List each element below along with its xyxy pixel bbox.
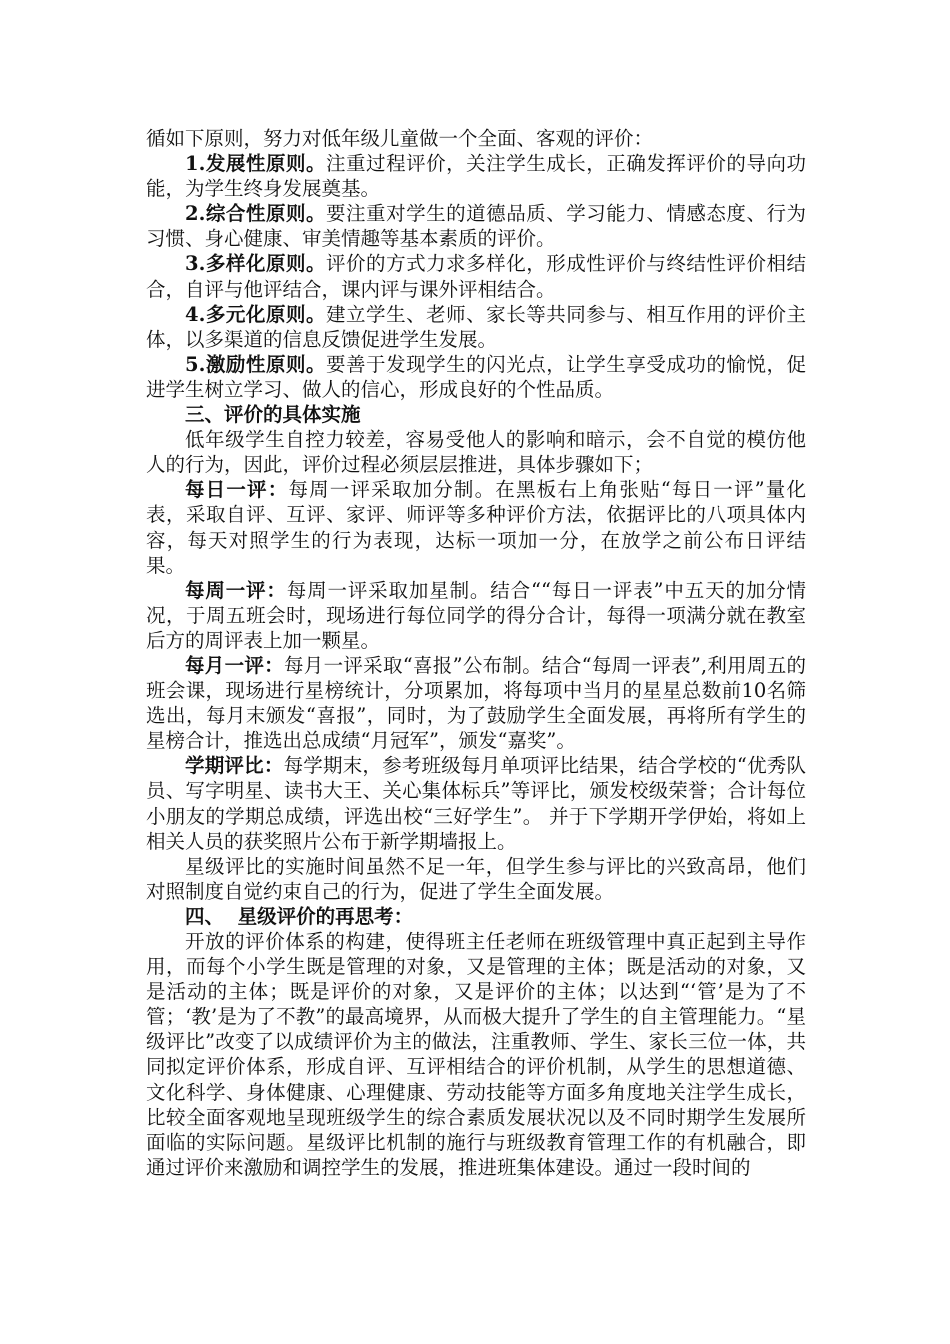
- principle-lead: 3.多样化原则。: [185, 252, 327, 276]
- step-lead: 学期评比：: [185, 754, 284, 778]
- section-heading-reflection: 四、 星级评价的再思考：: [185, 904, 414, 928]
- paragraph-intro: 循如下原则，努力对低年级儿童做一个全面、客观的评价：: [146, 127, 654, 150]
- section-heading-implementation: 三、评价的具体实施: [185, 403, 361, 427]
- paragraph-implementation-summary: 星级评比的实施时间虽然不足一年，但学生参与评比的兴致高昂，他们对照制度自觉约束自己的行为，促进了学生全面发展。: [146, 854, 806, 903]
- principle-lead: 4.多元化原则。: [185, 302, 327, 326]
- paragraph-weekly-review: 每周一评：每周一评采取加星制。结合““每日一评表”中五天的加分情况，于周五班会时，现场进行每位同学的得分合计，每得一项满分就在教室后方的周评表上加一颗星。: [146, 578, 806, 652]
- principle-lead: 5.激励性原则。: [185, 352, 327, 376]
- principle-diversified: 3.多样化原则。评价的方式力求多样化，形成性评价与终结性评价相结合，自评与他评结合，课内评与课外评相结合。: [146, 252, 806, 301]
- step-lead: 每月一评：: [185, 653, 284, 677]
- paragraph-monthly-review: 每月一评：每月一评采取“喜报”公布制。结合“每周一评表”,利用周五的班会课，现场进行星榜统计，分项累加，将每项中当月的星星总数前10名筛选出，每月末颁发“喜报”，同时，为了鼓励学生全面发展，再将所有学生的星榜合计，推选出总成绩“月冠军”，颁发“嘉奖”。: [146, 653, 806, 753]
- paragraph-daily-review: 每日一评：每周一评采取加分制。在黑板右上角张贴“每日一评”量化表，采取自评、互评、家评、师评等多种评价方法，依据评比的八项具体内容，每天对照学生的行为表现，达标一项加一分，在放学之前公布日评结果。: [146, 478, 806, 577]
- principle-lead: 1.发展性原则。: [185, 152, 327, 176]
- document-page: [146, 126, 806, 1180]
- paragraph-semester-review: 学期评比：每学期末，参考班级每月单项评比结果，结合学校的“优秀队员、写字明星、读书大王、关心集体标兵”等评比，颁发校级荣誉；合计每位小朋友的学期总成绩，评选出校“三好学生”。 并于下学期开学伊始，将如上相关人员的获奖照片公布于新学期墙报上。: [146, 754, 806, 853]
- step-lead: 每日一评：: [185, 478, 289, 502]
- principle-incentive: 5.激励性原则。要善于发现学生的闪光点，让学生享受成功的愉悦，促进学生树立学习、做人的信心，形成良好的个性品质。: [146, 352, 806, 401]
- principle-pluralistic: 4.多元化原则。建立学生、老师、家长等共同参与、相互作用的评价主体，以多渠道的信息反馈促进学生发展。: [146, 302, 806, 351]
- principle-development: 1.发展性原则。注重过程评价，关注学生成长，正确发挥评价的导向功能，为学生终身发展奠基。: [146, 152, 806, 201]
- principle-comprehensive: 2.综合性原则。要注重对学生的道德品质、学习能力、情感态度、行为习惯、身心健康、审美情趣等基本素质的评价。: [146, 202, 806, 251]
- step-lead: 每周一评：: [185, 578, 287, 602]
- principle-lead: 2.综合性原则。: [185, 202, 327, 226]
- paragraph-reflection: 开放的评价体系的构建，使得班主任老师在班级管理中真正起到主导作用，而每个小学生既是管理的对象，又是管理的主体；既是活动的对象，又是活动的主体；既是评价的对象，又是评价的主体；以达到“‘管’是为了不管；‘教’是为了不教”的最高境界，从而极大提升了学生的自主管理能力。“星级评比”改变了以成绩评价为主的做法，注重教师、学生、家长三位一体，共同拟定评价体系，形成自评、互评相结合的评价机制，从学生的思想道德、文化科学、身体健康、心理健康、劳动技能等方面多角度地关注学生成长，比较全面客观地呈现班级学生的综合素质发展状况以及不同时期学生发展所面临的实际问题。星级评比机制的施行与班级教育管理工作的有机融合，即通过评价来激励和调控学生的发展，推进班集体建设。通过一段时间的: [146, 930, 806, 1179]
- paragraph-implementation-intro: 低年级学生自控力较差，容易受他人的影响和暗示，会不自觉的模仿他人的行为，因此，评价过程必须层层推进，具体步骤如下；: [146, 428, 806, 477]
